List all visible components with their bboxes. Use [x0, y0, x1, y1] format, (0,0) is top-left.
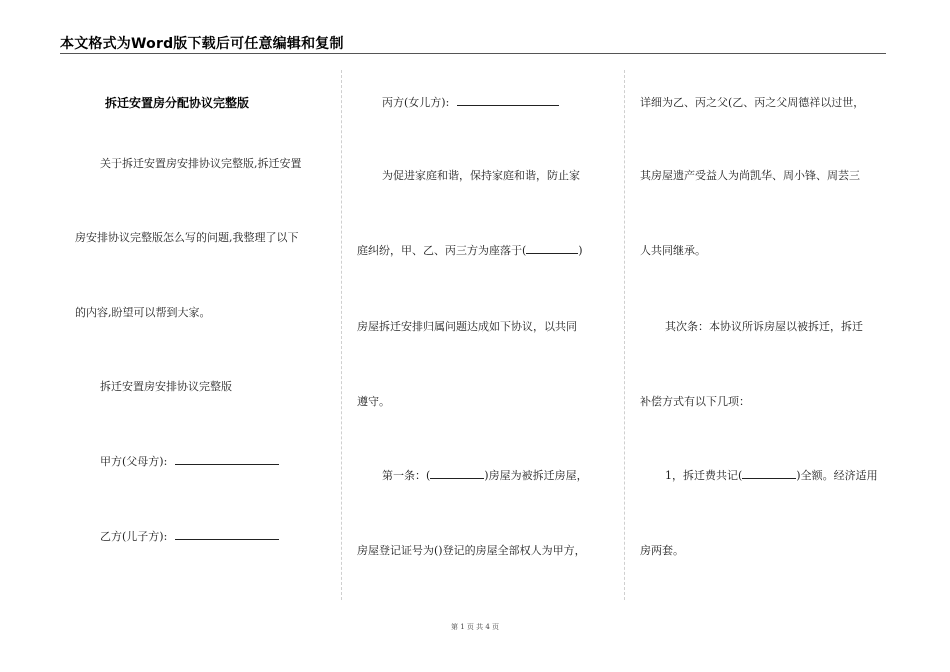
- paragraph-text: 庭纠纷，甲、乙、丙三方为座落于(: [357, 244, 527, 257]
- article-1-line: 房屋登记证号为()登记的房屋全部权人为甲方，: [357, 544, 586, 557]
- article-text: )房屋为被拆迁房屋，: [484, 469, 588, 482]
- subtitle: 拆迁安置房安排协议完整版: [100, 380, 232, 393]
- page-number: 第 1 页 共 4 页: [450, 623, 500, 631]
- party-c-label: 丙方(女儿方):: [382, 96, 450, 109]
- party-c-blank[interactable]: [457, 94, 559, 106]
- document-title: 拆迁安置房分配协议完整版: [105, 96, 250, 110]
- article-text: 第一条：(: [382, 469, 431, 482]
- paragraph-line: 为促进家庭和谐，保持家庭和谐，防止家: [382, 169, 580, 182]
- paragraph-line: [357, 242, 583, 258]
- article-1-line: [382, 467, 588, 483]
- column-divider: [341, 70, 342, 600]
- intro-line: 的内容,盼望可以帮到大家。: [75, 306, 211, 319]
- party-a-label: 甲方(父母方):: [100, 455, 168, 468]
- column-3: [640, 0, 890, 672]
- house-blank[interactable]: [430, 467, 484, 479]
- item-text: 1，拆迁费共记(: [665, 469, 743, 482]
- item-1-line: 房两套。: [640, 544, 684, 557]
- intro-line: 关于拆迁安置房安排协议完整版,拆迁安置: [100, 157, 302, 170]
- document-banner: 本文格式为Word版下载后可任意编辑和复制: [60, 36, 344, 52]
- article-2-line: 其次条：本协议所诉房屋以被拆迁，拆迁: [665, 320, 863, 333]
- paragraph-text: ): [578, 244, 583, 257]
- column-2: [357, 0, 607, 672]
- paragraph-line: 房屋拆迁安排归属问题达成如下协议，以共同: [357, 320, 577, 333]
- address-blank[interactable]: [526, 242, 578, 254]
- paragraph-line: 详细为乙、丙之父(乙、丙之父周德祥以过世，: [640, 96, 865, 109]
- party-b-label: 乙方(儿子方):: [100, 530, 168, 543]
- article-2-line: 补偿方式有以下几项：: [640, 395, 750, 408]
- column-divider: [624, 70, 625, 600]
- fee-blank[interactable]: [742, 467, 796, 479]
- party-c-line: [382, 94, 559, 110]
- paragraph-line: 其房屋遗产受益人为尚凯华、周小锋、周芸三: [640, 169, 860, 182]
- intro-line: 房安排协议完整版怎么写的问题,我整理了以下: [75, 231, 299, 244]
- party-a-blank[interactable]: [175, 453, 279, 465]
- paragraph-line: 遵守。: [357, 395, 390, 408]
- party-a-line: [100, 453, 279, 469]
- column-1: [75, 0, 325, 672]
- party-b-line: [100, 528, 279, 544]
- item-1-line: [665, 467, 878, 483]
- item-text: )全额。经济适用: [796, 469, 878, 482]
- paragraph-line: 人共同继承。: [640, 244, 706, 257]
- party-b-blank[interactable]: [175, 528, 279, 540]
